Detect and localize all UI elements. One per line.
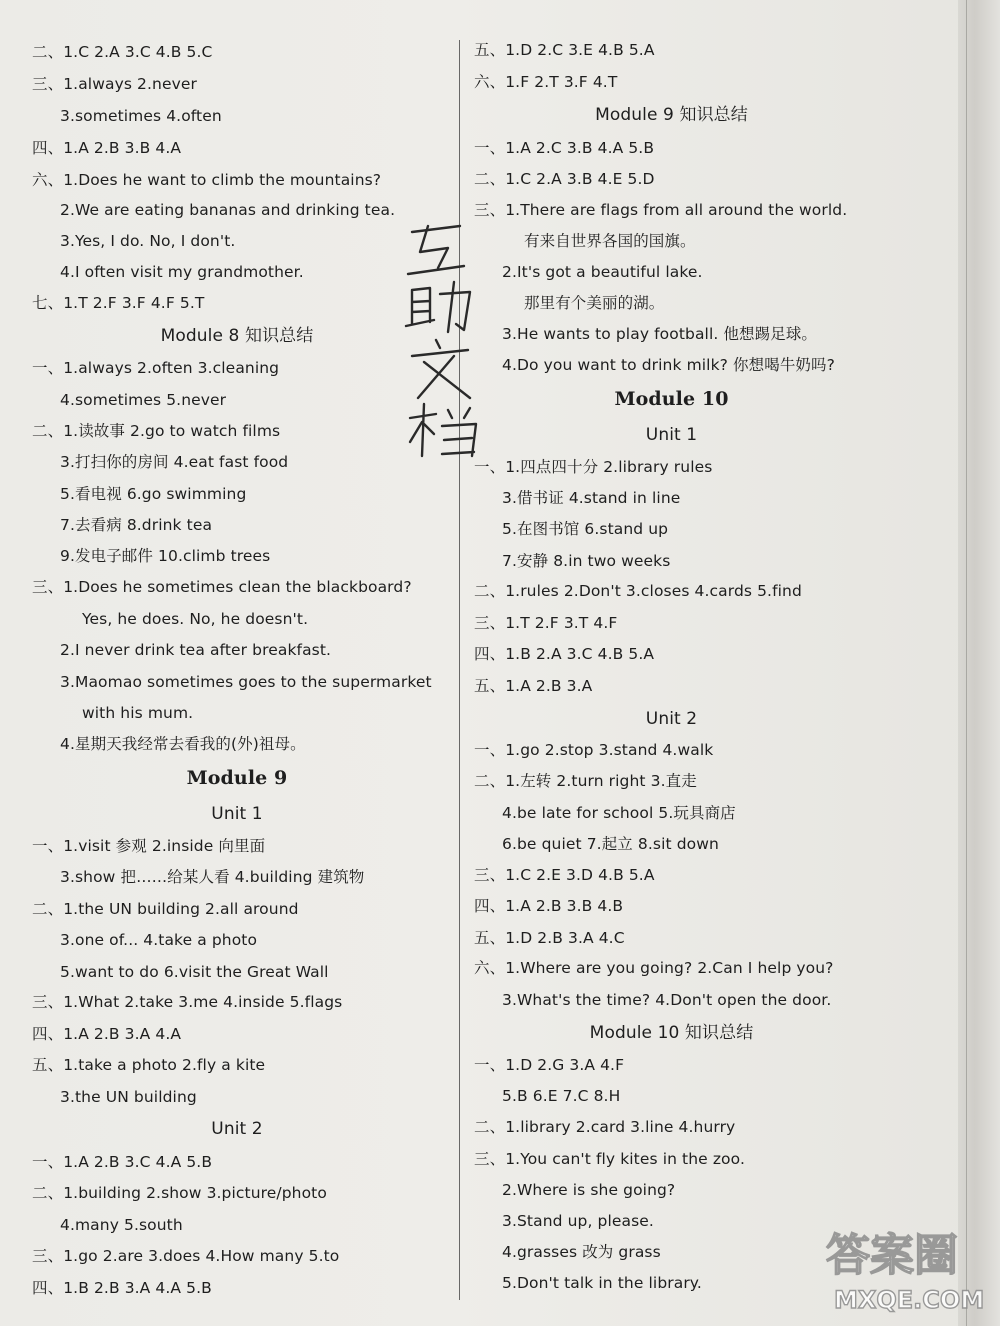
answer-line: 3.sometimes 4.often [60,107,222,125]
answer-line: 4.many 5.south [60,1216,183,1234]
handwritten-note-image [398,212,488,462]
answer-line: 七、1.T 2.F 3.F 4.F 5.T [32,294,205,312]
answer-line: 5.want to do 6.visit the Great Wall [60,963,329,981]
answer-line: 7.去看病 8.drink tea [60,516,213,534]
unit-heading: Unit 2 [211,1119,263,1139]
answer-line: 一、1.A 2.B 3.C 4.A 5.B [32,1153,213,1171]
answer-line: 7.安静 8.in two weeks [502,552,671,570]
answer-line: 三、1.T 2.F 3.T 4.F [474,614,618,632]
answer-line: 5.看电视 6.go swimming [60,485,247,503]
summary-heading: Module 10 知识总结 [589,1023,754,1043]
answer-line: 2.We are eating bananas and drinking tea. [60,201,396,219]
answer-line: 3.one of... 4.take a photo [60,931,258,949]
answer-line: 二、1.building 2.show 3.picture/photo [32,1184,327,1202]
summary-heading: Module 8 知识总结 [160,326,314,346]
answer-line: 4.Do you want to drink milk? 你想喝牛奶吗? [502,356,835,374]
answer-line: 2.It's got a beautiful lake. [502,263,703,281]
answer-line: 4.I often visit my grandmother. [60,263,304,281]
svg-text:答案圈: 答案圈 [826,1230,958,1281]
answer-line: 3.打扫你的房间 4.eat fast food [60,453,289,471]
answer-line: 4.sometimes 5.never [60,391,227,409]
answer-line: 六、1.Where are you going? 2.Can I help you? [474,959,834,977]
answer-line: Yes, he does. No, he doesn't. [82,610,309,628]
answer-line: 6.be quiet 7.起立 8.sit down [502,835,719,853]
svg-text:MXQE.COM: MXQE.COM [834,1286,985,1314]
answer-line: 四、1.B 2.A 3.C 4.B 5.A [474,645,655,663]
answer-line: 五、1.D 2.C 3.E 4.B 5.A [474,41,655,59]
answer-line: 一、1.四点四十分 2.library rules [474,458,713,476]
answer-line: 3.the UN building [60,1088,197,1106]
answer-line: 二、1.左转 2.turn right 3.直走 [474,772,697,790]
answer-line: 六、1.F 2.T 3.F 4.T [474,73,618,91]
answer-line: 一、1.go 2.stop 3.stand 4.walk [474,741,714,759]
answer-line: 四、1.A 2.B 3.A 4.A [32,1025,182,1043]
page-spine [958,0,1000,1326]
answer-line: 4.grasses 改为 grass [502,1243,661,1261]
mod-heading: Module 9 [186,767,288,789]
answer-line: 一、1.visit 参观 2.inside 向里面 [32,837,266,855]
answer-line: 2.I never drink tea after breakfast. [60,641,332,659]
answer-line: 4.be late for school 5.玩具商店 [502,804,736,822]
unit-heading: Unit 1 [211,804,263,824]
answer-line: 五、1.A 2.B 3.A [474,677,593,695]
answer-line: 5.在图书馆 6.stand up [502,520,669,538]
answer-line: 四、1.A 2.B 3.B 4.A [32,139,182,157]
watermark-logo [812,1212,992,1320]
answer-line: with his mum. [82,704,194,722]
answer-line: 三、1.C 2.E 3.D 4.B 5.A [474,866,655,884]
answer-line: 二、1.rules 2.Don't 3.closes 4.cards 5.find [474,582,802,600]
page-spine-edge [966,0,967,1326]
answer-line: 三、1.go 2.are 3.does 4.How many 5.to [32,1247,340,1265]
answer-line: 那里有个美丽的湖。 [524,294,665,312]
answer-line: 五、1.D 2.B 3.A 4.C [474,929,625,947]
answer-line: 三、1.There are flags from all around the world. [474,201,848,219]
answer-line: 六、1.Does he want to climb the mountains? [32,171,382,189]
answer-line: 一、1.D 2.G 3.A 4.F [474,1056,625,1074]
answer-line: 四、1.A 2.B 3.B 4.B [474,897,624,915]
answer-line: 二、1.library 2.card 3.line 4.hurry [474,1118,736,1136]
answer-line: 五、1.take a photo 2.fly a kite [32,1056,266,1074]
answer-line: 3.Yes, I do. No, I don't. [60,232,236,250]
answer-line: 3.He wants to play football. 他想踢足球。 [502,325,818,343]
answer-line: 9.发电子邮件 10.climb trees [60,547,271,565]
answer-line: 3.show 把……给某人看 4.building 建筑物 [60,868,365,886]
mod-heading: Module 10 [614,388,729,410]
answer-line: 3.Maomao sometimes goes to the supermarket [60,673,432,691]
answer-line: 四、1.B 2.B 3.A 4.A 5.B [32,1279,212,1297]
answer-line: 三、1.always 2.never [32,75,197,93]
answer-line: 二、1.C 2.A 3.B 4.E 5.D [474,170,655,188]
answer-line: 4.星期天我经常去看我的(外)祖母。 [60,735,306,753]
unit-heading: Unit 1 [645,425,698,445]
answer-line: 二、1.读故事 2.go to watch films [32,422,281,440]
answer-line: 三、1.What 2.take 3.me 4.inside 5.flags [32,993,343,1011]
answer-line: 一、1.A 2.C 3.B 4.A 5.B [474,139,655,157]
answer-line: 5.B 6.E 7.C 8.H [502,1087,621,1105]
answer-line: 二、1.the UN building 2.all around [32,900,299,918]
answer-line: 3.Stand up, please. [502,1212,654,1230]
summary-heading: Module 9 知识总结 [595,105,748,125]
answer-line: 二、1.C 2.A 3.C 4.B 5.C [32,43,213,61]
unit-heading: Unit 2 [645,709,698,729]
answer-line: 一、1.always 2.often 3.cleaning [32,359,280,377]
answer-line: 3.What's the time? 4.Don't open the door. [502,991,832,1009]
answer-line: 5.Don't talk in the library. [502,1274,702,1292]
answer-line: 2.Where is she going? [502,1181,676,1199]
answer-line: 三、1.You can't fly kites in the zoo. [474,1150,745,1168]
answer-line: 三、1.Does he sometimes clean the blackboard? [32,578,412,596]
answer-line: 有来自世界各国的国旗。 [524,232,696,250]
answer-line: 3.借书证 4.stand in line [502,489,681,507]
